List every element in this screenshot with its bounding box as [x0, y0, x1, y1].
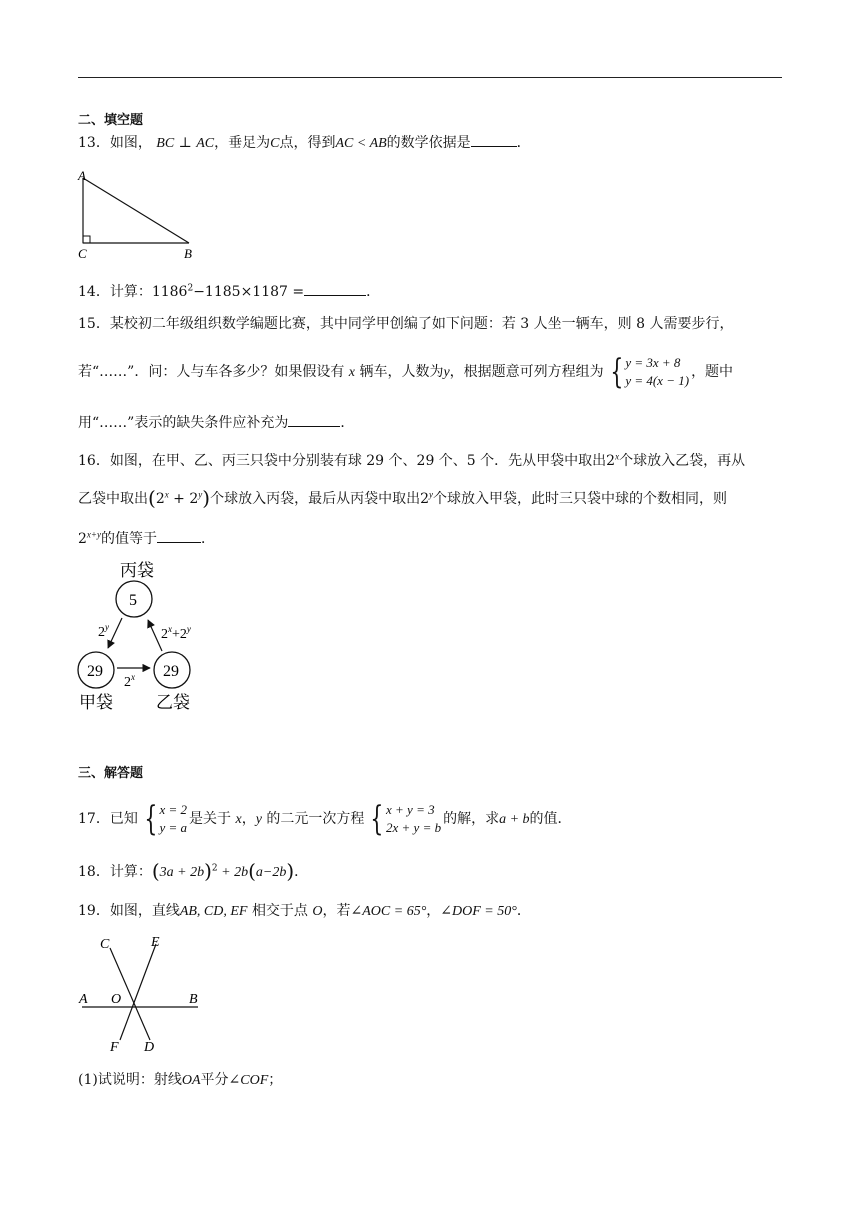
- q16-expr-y: y: [198, 489, 203, 500]
- q15-answer-blank[interactable]: [288, 414, 340, 427]
- q17-text-4: 的解，求: [443, 811, 500, 827]
- q19-angle-dof: ∠DOF = 50°: [440, 904, 517, 919]
- q16-x-exp: x: [615, 451, 620, 462]
- q13-perp: ⊥: [174, 135, 197, 151]
- q14-base: 1186: [151, 284, 188, 300]
- q16-expr-plus: + 2: [168, 491, 199, 507]
- q15-text-2: 若“……”．问：人与车各多少？如果假设有: [78, 364, 345, 380]
- q16-bags-figure: [74, 556, 224, 714]
- q19-sub1-end: ；: [268, 1072, 283, 1088]
- q16-text-1: 如图，在甲、乙、丙三只袋中分别装有球 29 个、29 个、5 个．先从甲袋中取出: [109, 453, 607, 469]
- q18-expr-1: 3a + 2b: [159, 865, 205, 880]
- q16-text-3: 乙袋中取出: [78, 491, 148, 507]
- q13-bc: BC: [156, 136, 175, 151]
- q15-text-4: ，根据题意可列方程组为: [449, 364, 604, 380]
- q14-expression: −1185×1187 =: [193, 284, 305, 300]
- q16-text-2: 个球放入乙袋，再从: [619, 453, 746, 469]
- q15-x: x: [348, 365, 355, 380]
- q16-answer-blank[interactable]: [157, 530, 201, 543]
- q17-end: 的值．: [529, 811, 572, 827]
- q17-comma: ，: [241, 811, 256, 827]
- question-15-line-1: [78, 313, 733, 335]
- q15-end: ．: [340, 415, 355, 431]
- q16-text-6: 的值等于: [100, 531, 157, 547]
- q13-end: ．: [516, 135, 531, 151]
- q13-label-b: B: [184, 246, 192, 261]
- arrow-bottom-label: 2$^x$: [124, 672, 135, 690]
- line-ef: [120, 944, 156, 1040]
- bag-jia-count: 29: [87, 663, 103, 680]
- q16-y-exp: y: [429, 489, 434, 500]
- q13-label-a: A: [78, 168, 86, 183]
- header-rule: [78, 77, 782, 78]
- q19-label-b: B: [189, 992, 198, 1007]
- q19-label-a: A: [79, 992, 88, 1007]
- q19-lines-figure: [74, 930, 214, 1055]
- q19-label-c: C: [100, 937, 110, 952]
- q19-o: O: [312, 904, 323, 919]
- q17-number: 17．: [78, 811, 110, 827]
- q19-text-1: 如图，直线: [109, 903, 180, 919]
- q13-label-c: C: [78, 246, 87, 261]
- q19-lines: AB, CD, EF: [179, 904, 248, 919]
- q13-inequality: AC < AB: [335, 136, 387, 151]
- bag-bing-count: 5: [129, 592, 137, 609]
- q19-sub1-text-2: 平分: [200, 1072, 229, 1088]
- q15-text-1: 某校初二年级组织数学编题比赛，其中同学甲创编了如下问题：若 3 人坐一辆车，则 8 人需要步行，: [109, 316, 734, 332]
- q19-sep: ，: [426, 903, 441, 919]
- q13-c: C: [270, 136, 280, 151]
- q14-answer-blank[interactable]: [304, 283, 366, 296]
- q19-sub1-text-1: (1)试说明：射线: [78, 1072, 182, 1088]
- q19-label-e: E: [151, 935, 160, 950]
- q17-text-3: 的二元一次方程: [266, 811, 365, 827]
- question-19-part-1: [78, 1069, 282, 1092]
- q16-two: 2: [606, 453, 616, 469]
- question-16-line-3: [78, 528, 215, 550]
- question-17: [78, 801, 572, 837]
- q17-s2-eq-2: 2x + y = b: [386, 820, 442, 835]
- q15-number: 15．: [78, 316, 110, 332]
- q15-text-6: 用“……”表示的缺失条件应补充为: [78, 415, 289, 431]
- q16-end: ．: [200, 531, 215, 547]
- q16-xy-exp: x+y: [86, 529, 101, 540]
- q19-end: ．: [516, 903, 531, 919]
- question-16-line-1: [78, 450, 745, 472]
- arrow-bing-to-jia: [108, 618, 122, 648]
- q13-text-2: ，垂足为: [214, 135, 271, 151]
- q13-triangle-figure: [74, 168, 204, 262]
- q16-expr-base: 2: [155, 491, 165, 507]
- q19-sub1-oa: OA: [181, 1073, 201, 1088]
- q17-a-plus-b: a + b: [499, 812, 530, 827]
- q15-eq-2: y = 4(x − 1): [625, 373, 690, 388]
- q18-plus-2b: + 2b: [217, 865, 249, 880]
- q13-text-3: 点，得到: [279, 135, 336, 151]
- q13-text-4: 的数学依据是: [386, 135, 471, 151]
- question-16-line-2: 乙袋中取出$(2^x + 2^y)$个球放入丙袋，最后从丙袋中取出2$^y$个球放入甲袋，此时三只袋中球的个数相同，则: [78, 486, 728, 510]
- q19-number: 19．: [78, 903, 110, 919]
- q19-angle-aoc: ∠AOC = 65°: [350, 904, 427, 919]
- q19-text-2: 相交于点: [251, 903, 308, 919]
- q19-sub1-angle: ∠COF: [228, 1073, 269, 1088]
- q13-number: 13．: [78, 135, 110, 151]
- section-title-solve: 三、解答题: [78, 766, 144, 781]
- q17-y: y: [255, 812, 262, 827]
- q19-label-o: O: [111, 992, 122, 1007]
- arrow-left-label: 2$^y$: [98, 622, 109, 640]
- q18-text: 计算：: [109, 864, 152, 880]
- arrow-right-label: $2^x+2^y$: [161, 624, 191, 642]
- q16-text-5: 个球放入甲袋，此时三只袋中球的个数相同，则: [433, 491, 728, 507]
- question-14: [78, 281, 380, 303]
- q19-text-3: ，若: [322, 903, 351, 919]
- q14-number: 14．: [78, 284, 110, 300]
- question-19: [78, 900, 531, 923]
- q17-brace-1: {: [144, 799, 158, 839]
- q15-eq-1: y = 3x + 8: [625, 355, 681, 370]
- q15-text-3: 辆车，人数为: [359, 364, 444, 380]
- q16-two-2: 2: [420, 491, 430, 507]
- q17-text-1: 已知: [109, 811, 138, 827]
- q16-text-4: 个球放入丙袋，最后从丙袋中取出: [210, 491, 421, 507]
- question-18: 18．计算：$(3a + 2b)^2 + 2b(a-2b)$．: [78, 859, 309, 883]
- q13-ac: AC: [196, 136, 215, 151]
- q16-expr-x: x: [164, 489, 169, 500]
- bag-bing-label: 丙袋: [120, 561, 154, 580]
- q18-end: ．: [294, 864, 309, 880]
- q19-label-f: F: [110, 1040, 119, 1055]
- q17-x: x: [235, 812, 242, 827]
- bag-jia-label: 甲袋: [79, 693, 113, 712]
- q15-y: y: [443, 365, 450, 380]
- q17-s1-eq-1: x = 2: [159, 802, 188, 817]
- q18-expr-2: a−2b: [255, 865, 287, 880]
- q18-number: 18．: [78, 864, 110, 880]
- q13-answer-blank[interactable]: [471, 134, 517, 147]
- q17-system-2: [366, 801, 441, 837]
- q15-equation-system: [606, 354, 689, 390]
- question-15-line-3: [78, 412, 354, 434]
- q14-text: 计算：: [109, 284, 152, 300]
- q18-square: 2: [211, 863, 218, 874]
- arrow-yi-to-bing: [148, 620, 162, 651]
- section-title-fill-blank: 二、填空题: [78, 113, 144, 128]
- question-15-line-2: [78, 354, 733, 390]
- q17-s1-eq-2: y = a: [159, 820, 188, 835]
- q15-text-5: ，题中: [691, 364, 734, 380]
- q15-brace: {: [610, 352, 623, 392]
- q17-s2-eq-1: x + y = 3: [386, 802, 435, 817]
- question-13: [78, 132, 531, 155]
- bag-yi-label: 乙袋: [156, 693, 190, 712]
- q14-exponent: 2: [187, 283, 194, 294]
- q17-brace-2: {: [370, 799, 384, 839]
- q19-label-d: D: [144, 1040, 155, 1055]
- q16-two-3: 2: [78, 531, 87, 547]
- q17-system-1: [140, 801, 187, 837]
- q13-text: 如图，: [109, 135, 152, 151]
- q16-number: 16．: [78, 453, 110, 469]
- bag-yi-count: 29: [163, 663, 179, 680]
- q17-text-2: 是关于: [189, 811, 232, 827]
- q14-end: ．: [366, 284, 381, 300]
